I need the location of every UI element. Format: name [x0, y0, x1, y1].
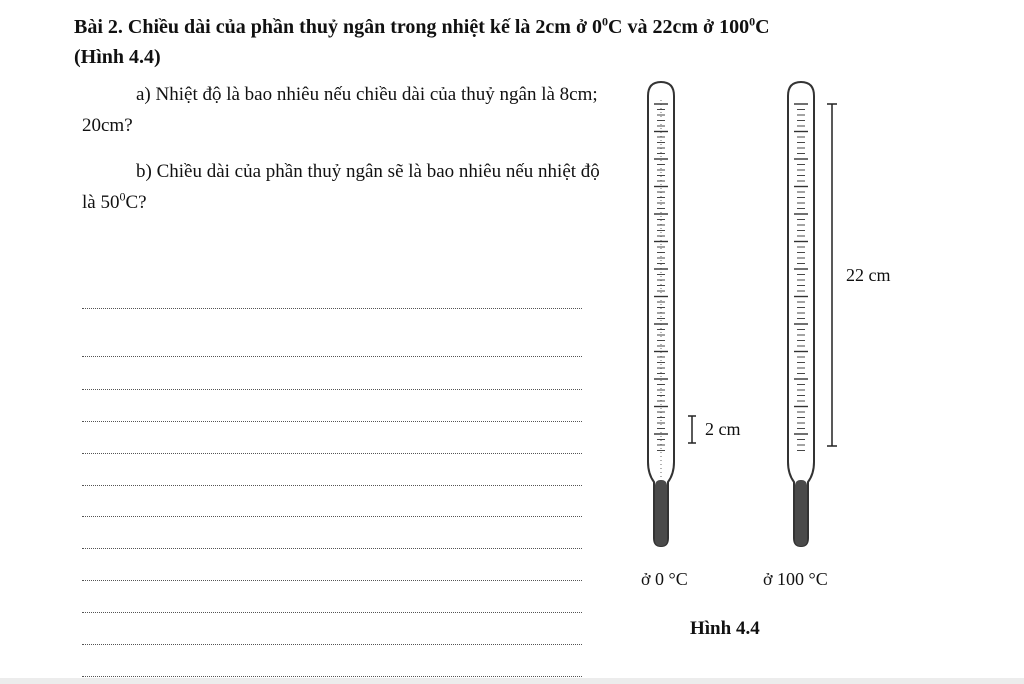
length-label-2cm: 2 cm [705, 419, 741, 439]
question-b: b) Chiều dài của phần thuỷ ngân sẽ là bao nhiêu nếu nhiệt độ là $50^0C$? [82, 161, 600, 213]
temp-label-100c: ở 100 °C [763, 569, 828, 589]
temp-label-0c: ở 0 °C [641, 569, 688, 589]
figure-caption: Hình 4.4 [690, 618, 760, 639]
page-bottom-edge [0, 678, 1024, 684]
problem-title: Bài 2. Chiều dài của phần thuỷ ngân trong nhiệt kế là 2cm ở $0^0C$ và 22cm ở $100^0C$ (Hình 4.4) [74, 14, 770, 68]
bracket-2cm [688, 416, 696, 443]
thermometer-100c [788, 82, 814, 546]
mercury-column [655, 480, 667, 546]
thermometer-0c [648, 82, 674, 546]
question-a: a) Nhiệt độ là bao nhiêu nếu chiều dài của thuỷ ngân là 8cm; 20cm? [82, 84, 598, 136]
mercury-column [795, 480, 807, 546]
figure-reference: (Hình 4.4) [74, 46, 161, 68]
length-label-22cm: 22 cm [846, 265, 891, 285]
bracket-22cm [827, 104, 837, 446]
